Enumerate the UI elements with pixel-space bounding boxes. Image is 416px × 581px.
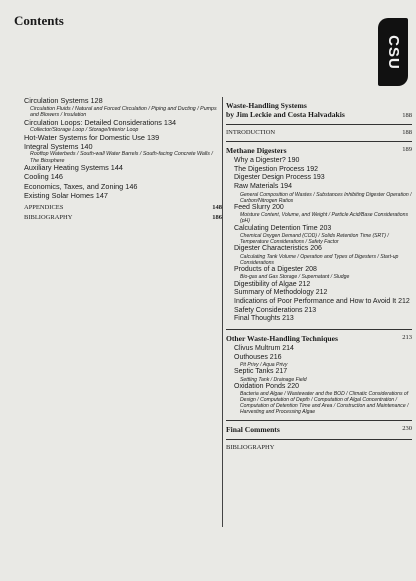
toc-entry-title: The Digestion Process 192 xyxy=(234,165,319,173)
final-comments-label: Final Comments xyxy=(226,425,280,435)
toc-entry-subtopics: Pit Privy / Aqua Privy xyxy=(240,361,288,368)
methane-section-header[interactable] xyxy=(226,146,412,155)
final-comments-page: 230 xyxy=(402,425,412,433)
methane-page: 189 xyxy=(402,146,412,153)
toc-entry[interactable] xyxy=(24,143,222,164)
toc-entry-subtopics: Rooftop Waterbeds / South-wall Water Barrels / South-facing Concrete Walls / The Biosphere xyxy=(30,151,213,164)
toc-entry[interactable] xyxy=(234,183,412,203)
divider-rule xyxy=(226,420,412,421)
toc-entry[interactable] xyxy=(234,354,412,368)
chapter-heading[interactable] xyxy=(226,101,412,119)
toc-entry-subtopics: Settling Tank / Drainage Field xyxy=(240,376,307,383)
other-section-header[interactable] xyxy=(226,334,412,343)
divider-rule xyxy=(226,439,412,440)
toc-entry-title: Products of a Digester 208 xyxy=(234,265,317,273)
left-entry-list xyxy=(24,97,222,200)
appendices-label: APPENDICES xyxy=(24,204,64,212)
right-bibliography-row[interactable] xyxy=(226,444,412,451)
toc-entry-subtopics: Calculating Tank Volume / Operation and Types of Digesters / Start-up Considerations xyxy=(240,253,399,266)
appendices-page: 148 xyxy=(212,204,222,212)
toc-entry-title: Indications of Poor Performance and How to Avoid It 212 xyxy=(234,298,410,306)
left-column xyxy=(24,97,222,221)
toc-entry-title: Digester Characteristics 206 xyxy=(234,245,322,253)
toc-entry-title: Integral Systems 140 xyxy=(24,141,93,151)
toc-entry[interactable] xyxy=(234,266,412,280)
toc-entry-title: Circulation Systems 128 xyxy=(24,96,103,105)
toc-entry[interactable] xyxy=(234,204,412,224)
toc-entry-subtopics: Moisture Content, Volume, and Weight / Particle Acid/Base Considerations (pH) xyxy=(240,212,408,225)
chapter-authors: by Jim Leckie and Costa Halvadakis xyxy=(226,110,345,119)
right-bibliography-label: BIBLIOGRAPHY xyxy=(226,444,275,452)
right-column xyxy=(226,101,412,451)
divider-rule xyxy=(226,124,412,125)
bibliography-row[interactable] xyxy=(24,214,222,221)
toc-entry-title: Economics, Taxes, and Zoning 146 xyxy=(24,181,138,191)
toc-entry-title: Clivus Multrum 214 xyxy=(234,344,294,352)
toc-entry[interactable] xyxy=(234,289,412,297)
methane-label: Methane Digesters xyxy=(226,146,287,155)
toc-entry-title: Oxidation Ponds 220 xyxy=(234,382,299,390)
toc-entry[interactable] xyxy=(234,315,412,323)
toc-entry-title: Final Thoughts 213 xyxy=(234,315,294,323)
divider-rule xyxy=(226,141,412,142)
toc-entry-title: Digestibility of Algae 212 xyxy=(234,280,311,288)
toc-entry[interactable] xyxy=(24,192,222,201)
methane-entry-list xyxy=(226,157,412,324)
toc-entry-title: Auxiliary Heating Systems 144 xyxy=(24,163,123,173)
toc-entry-title: Existing Solar Homes 147 xyxy=(24,190,108,200)
toc-entry-title: Digester Design Process 193 xyxy=(234,174,325,182)
toc-entry[interactable] xyxy=(234,368,412,382)
introduction-label: INTRODUCTION xyxy=(226,129,276,136)
introduction-row[interactable] xyxy=(226,129,412,136)
toc-entry[interactable] xyxy=(24,97,222,118)
toc-entry[interactable] xyxy=(234,298,412,306)
toc-entry-title: Outhouses 216 xyxy=(234,353,282,361)
toc-entry[interactable] xyxy=(234,281,412,289)
introduction-page: 188 xyxy=(402,129,412,136)
divider-rule xyxy=(226,329,412,330)
toc-entry-subtopics: Bio-gas and Gas Storage / Supernatant / Sludge xyxy=(240,274,350,281)
toc-entry-title: Circulation Loops: Detailed Considerations 134 xyxy=(24,117,177,127)
column-divider xyxy=(222,97,223,527)
toc-entry-subtopics: Bacteria and Algae / Wastewater and the BOD / Climatic Considerations of Design / Computation of Depth / Computation of Algal Concentration / Computation of Detention Time and Area / Construction and Maintenance / Harvesting and Processing Algae xyxy=(240,391,409,416)
toc-entry[interactable] xyxy=(234,157,412,165)
toc-entry-title: Septic Tanks 217 xyxy=(234,368,288,376)
logo-text: CSU xyxy=(384,34,402,70)
bibliography-page: 186 xyxy=(212,214,222,222)
toc-entry-title: Hot-Water Systems for Domestic Use 139 xyxy=(24,132,160,142)
bibliography-label: BIBLIOGRAPHY xyxy=(24,214,73,222)
chapter-page: 188 xyxy=(402,112,412,119)
toc-entry-title: Raw Materials 194 xyxy=(234,183,292,191)
other-label: Other Waste-Handling Techniques xyxy=(226,333,338,343)
toc-entry-subtopics: Chemical Oxygen Demand (COD) / Solids Retention Time (SRT) / Temperature Considerations / Safety Factor xyxy=(240,232,389,245)
toc-entry-title: Why a Digester? 190 xyxy=(234,157,300,164)
page-title: Contents xyxy=(14,13,64,28)
toc-entry-title: Summary of Methodology 212 xyxy=(234,289,328,297)
toc-entry-title: Safety Considerations 213 xyxy=(234,306,317,314)
appendices-row[interactable] xyxy=(24,204,222,211)
toc-entry-title: Feed Slurry 200 xyxy=(234,203,284,211)
toc-entry[interactable] xyxy=(24,183,222,192)
toc-entry-subtopics: Collector/Storage Loop / Storage/Interior Loop xyxy=(30,127,139,134)
toc-entry[interactable] xyxy=(24,173,222,182)
final-comments-row[interactable] xyxy=(226,425,412,434)
toc-entry-title: Calculating Detention Time 203 xyxy=(234,224,332,232)
toc-entry[interactable] xyxy=(24,119,222,134)
toc-entry[interactable] xyxy=(234,245,412,265)
toc-entry[interactable] xyxy=(234,225,412,245)
chapter-title: Waste-Handling Systems xyxy=(226,101,307,110)
toc-entry-subtopics: General Composition of Wastes / Substances Inhibiting Digester Operation / Carbon/Nitrogen Ratios xyxy=(240,191,412,204)
other-entry-list xyxy=(226,345,412,416)
publisher-logo xyxy=(378,18,408,86)
toc-entry[interactable] xyxy=(234,166,412,174)
toc-entry[interactable] xyxy=(234,307,412,315)
toc-entry[interactable] xyxy=(234,383,412,415)
toc-entry-title: Cooling 146 xyxy=(24,172,63,182)
other-page: 213 xyxy=(402,333,412,341)
toc-entry-subtopics: Circulation Fluids / Natural and Forced Circulation / Piping and Ducting / Pumps and Blowers / Insulation xyxy=(30,105,217,118)
toc-entry[interactable] xyxy=(234,174,412,182)
toc-entry[interactable] xyxy=(234,345,412,353)
